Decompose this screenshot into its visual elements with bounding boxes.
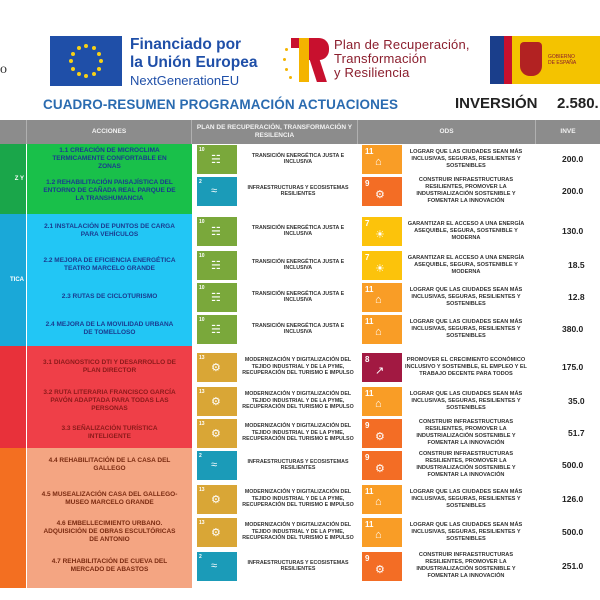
action-cell: 4.6 EMBELLECIMIENTO URBANO. ADQUISICIÓN DE OBRAS ESCULTÓRICAS DE ANTONIO xyxy=(43,520,176,543)
plan-cell: INFRAESTRUCTURAS Y ECOSISTEMAS RESILIENTES xyxy=(247,184,349,197)
decent-work-icon: 8 ↗ xyxy=(362,353,402,382)
action-cell: 4.4 REHABILITACIÓN DE LA CASA DEL GALLEGO xyxy=(48,457,171,472)
table-row xyxy=(0,312,600,346)
group-label-1: Z Y xyxy=(0,144,26,214)
ods-cell: LOGRAR QUE LAS CIUDADES SEAN MÁS INCLUSIVAS, SEGURAS, RESILIENTES Y SOSTENIBLES xyxy=(409,148,523,169)
amount-cell: 12.8 xyxy=(568,292,585,302)
sustainable-cities-icon: 11 ⌂ xyxy=(362,387,402,416)
plan-cell: INFRAESTRUCTURAS Y ECOSISTEMAS RESILIENTES xyxy=(247,559,349,572)
column-header-inversion: INVE xyxy=(560,128,576,135)
amount-cell: 500.0 xyxy=(562,460,584,470)
investment-total: 2.580. xyxy=(557,95,599,112)
column-header-plan: PLAN DE RECUPERACIÓN, TRANSFORMACIÓN Y RESILENCIA xyxy=(192,120,358,144)
table-row xyxy=(0,384,600,418)
sustainable-cities-icon: 11 ⌂ xyxy=(362,145,402,174)
coat-of-arms-icon xyxy=(520,42,542,76)
column-header-ods: ODS xyxy=(358,120,536,144)
clean-energy-icon: 7 ☀ xyxy=(362,217,402,246)
amount-cell: 200.0 xyxy=(562,186,584,196)
table-row xyxy=(0,516,600,548)
eu-logo-line1: Financiado por xyxy=(130,36,242,53)
plan-cell: TRANSICIÓN ENERGÉTICA JUSTA E INCLUSIVA xyxy=(251,258,345,271)
action-cell: 4.7 REHABILITACIÓN DE CUEVA DEL MERCADO DE ABASTOS xyxy=(51,558,168,573)
action-cell: 2.2 MEJORA DE EFICIENCIA ENERGÉTICA TEATRO MARCELO GRANDE xyxy=(43,257,176,272)
plan-cell: MODERNIZACIÓN Y DIGITALIZACIÓN DEL TEJIDO INDUSTRIAL Y DE LA PYME, RECUPERACIÓN DEL TURISMO E IMPULSO xyxy=(242,423,354,443)
action-cell: 3.1 DIAGNOSTICO DTI Y DESARROLLO DE PLAN DIRECTOR xyxy=(42,359,177,374)
amount-cell: 380.0 xyxy=(562,324,584,334)
amount-cell: 126.0 xyxy=(562,494,584,504)
action-cell: 4.5 MUSEALIZACIÓN CASA DEL GALLEGO- MUSEO MARCELO GRANDE xyxy=(41,491,178,506)
plan-cell: MODERNIZACIÓN Y DIGITALIZACIÓN DEL TEJIDO INDUSTRIAL Y DE LA PYME, RECUPERACIÓN DEL TURISMO E IMPULSO xyxy=(242,522,354,542)
ods-cell: PROMOVER EL CRECIMIENTO ECONÓMICO INCLUSIVO Y SOSTENIBLE, EL EMPLEO Y EL TRABAJO DECENTE PARA TODOS xyxy=(405,356,527,377)
amount-cell: 130.0 xyxy=(562,226,584,236)
digitalization-icon: 13 ⚙ xyxy=(197,485,237,514)
digitalization-icon: 13 ⚙ xyxy=(197,387,237,416)
industry-innovation-icon: 9 ⚙ xyxy=(362,552,402,581)
sustainable-cities-icon: 11 ⌂ xyxy=(362,315,402,344)
table-row xyxy=(0,418,600,448)
action-cell: 1.1 CREACIÓN DE MICROCLIMA TERMICAMENTE CONFORTABLE EN ZONAS xyxy=(52,147,167,170)
eu-funding-logo xyxy=(130,36,257,90)
prtr-logo-line3: y Resiliencia xyxy=(334,65,410,80)
amount-cell: 500.0 xyxy=(562,527,584,537)
energy-transition-icon: 10 ☵ xyxy=(197,283,237,312)
amount-cell: 35.0 xyxy=(568,396,585,406)
infrastructure-icon: 2 ≈ xyxy=(197,552,237,581)
plan-cell: TRANSICIÓN ENERGÉTICA JUSTA E INCLUSIVA xyxy=(251,224,345,237)
table-row xyxy=(0,248,600,282)
amount-cell: 175.0 xyxy=(562,362,584,372)
amount-cell: 18.5 xyxy=(568,260,585,270)
ods-cell: GARANTIZAR EL ACCESO A UNA ENERGÍA ASEQUIBLE, SEGURA, SOSTENIBLE Y MODERNA xyxy=(407,220,525,241)
eu-logo-line3: NextGenerationEU xyxy=(130,73,240,88)
eu-logo-line2: la Unión Europea xyxy=(130,54,258,71)
ods-cell: GARANTIZAR EL ACCESO A UNA ENERGÍA ASEQUIBLE, SEGURA, SOSTENIBLE Y MODERNA xyxy=(407,254,525,275)
action-cell: 2.4 MEJORA DE LA MOVILIDAD URBANA DE TOMELLOSO xyxy=(45,321,174,336)
sustainable-cities-icon: 11 ⌂ xyxy=(362,485,402,514)
plan-cell: TRANSICIÓN ENERGÉTICA JUSTA E INCLUSIVA xyxy=(251,322,345,335)
action-cell: 2.3 RUTAS DE CICLOTURISMO xyxy=(61,293,158,300)
infrastructure-icon: 2 ≈ xyxy=(197,451,237,480)
table-row xyxy=(0,214,600,248)
plan-cell: MODERNIZACIÓN Y DIGITALIZACIÓN DEL TEJIDO INDUSTRIAL Y DE LA PYME, RECUPERACIÓN DEL TURISMO E IMPULSO xyxy=(242,391,354,411)
sustainable-cities-icon: 11 ⌂ xyxy=(362,283,402,312)
prtr-logo-line1: Plan de Recuperación, xyxy=(334,37,470,52)
digitalization-icon: 13 ⚙ xyxy=(197,518,237,547)
clean-energy-icon: 7 ☀ xyxy=(362,251,402,280)
plan-cell: TRANSICIÓN ENERGÉTICA JUSTA E INCLUSIVA xyxy=(251,290,345,303)
industry-innovation-icon: 9 ⚙ xyxy=(362,451,402,480)
gov-logo-line1: GOBIERNO xyxy=(548,54,575,60)
ods-cell: LOGRAR QUE LAS CIUDADES SEAN MÁS INCLUSIVAS, SEGURAS, RESILIENTES Y SOSTENIBLES xyxy=(409,390,523,411)
prtr-logo-text xyxy=(334,38,470,80)
prtr-logo-line2: Transformación xyxy=(334,51,427,66)
action-cell: 1.2 REHABILITACIÓN PAISAJÍSTICA DEL ENTORNO DE CAÑADA REAL PARQUE DE LA TRANSHUMANCIA xyxy=(43,179,176,202)
ods-cell: LOGRAR QUE LAS CIUDADES SEAN MÁS INCLUSIVAS, SEGURAS, RESILIENTES Y SOSTENIBLES xyxy=(409,286,523,307)
sustainable-cities-icon: 11 ⌂ xyxy=(362,518,402,547)
ods-cell: CONSTRUIR INFRAESTRUCTURAS RESILIENTES, PROMOVER LA INDUSTRIALIZACIÓN SOSTENIBLE Y FOMENTAR LA INNOVACIÓN xyxy=(416,451,516,478)
amount-cell: 51.7 xyxy=(568,428,585,438)
ods-cell: LOGRAR QUE LAS CIUDADES SEAN MÁS INCLUSIVAS, SEGURAS, RESILIENTES Y SOSTENIBLES xyxy=(409,318,523,339)
plan-cell: MODERNIZACIÓN Y DIGITALIZACIÓN DEL TEJIDO INDUSTRIAL Y DE LA PYME, RECUPERACIÓN DEL TURISMO E IMPULSO xyxy=(242,489,354,509)
industry-innovation-icon: 9 ⚙ xyxy=(362,419,402,448)
infrastructure-icon: 2 ≈ xyxy=(197,177,237,206)
digitalization-icon: 13 ⚙ xyxy=(197,419,237,448)
digitalization-icon: 13 ⚙ xyxy=(197,353,237,382)
prtr-logo-icon xyxy=(285,36,333,84)
energy-transition-icon: 10 ☵ xyxy=(197,145,237,174)
table-row xyxy=(0,174,600,208)
plan-cell: INFRAESTRUCTURAS Y ECOSISTEMAS RESILIENTES xyxy=(247,458,349,471)
energy-transition-icon: 10 ☵ xyxy=(197,315,237,344)
table-row xyxy=(0,350,600,384)
table-row xyxy=(0,282,600,312)
gov-logo-line2: DE ESPAÑA xyxy=(548,60,577,66)
action-cell: 2.1 INSTALACIÓN DE PUNTOS DE CARGA PARA VEHÍCULOS xyxy=(44,223,175,238)
action-cell: 3.3 SEÑALIZACIÓN TURÍSTICA INTELIGENTE xyxy=(61,425,158,440)
energy-transition-icon: 10 ☵ xyxy=(197,217,237,246)
table-row xyxy=(0,448,600,482)
cropped-logo-text: o xyxy=(0,62,7,77)
column-header-acciones: ACCIONES xyxy=(27,120,192,144)
eu-flag-icon xyxy=(50,36,122,86)
amount-cell: 200.0 xyxy=(562,154,584,164)
ods-cell: LOGRAR QUE LAS CIUDADES SEAN MÁS INCLUSIVAS, SEGURAS, RESILIENTES Y SOSTENIBLES xyxy=(409,521,523,542)
amount-cell: 251.0 xyxy=(562,561,584,571)
group-label-2: TICA xyxy=(0,214,26,346)
table-row xyxy=(0,548,600,584)
plan-cell: TRANSICIÓN ENERGÉTICA JUSTA E INCLUSIVA xyxy=(251,152,345,165)
gobierno-espana-logo xyxy=(490,36,600,84)
column-header-group xyxy=(0,120,27,144)
investment-label: INVERSIÓN xyxy=(455,95,538,112)
page-title: CUADRO-RESUMEN PROGRAMACIÓN ACTUACIONES xyxy=(43,97,399,112)
plan-cell: MODERNIZACIÓN Y DIGITALIZACIÓN DEL TEJIDO INDUSTRIAL Y DE LA PYME, RECUPERACIÓN DEL TURISMO E IMPULSO xyxy=(242,357,354,377)
table-header xyxy=(0,120,600,144)
ods-cell: LOGRAR QUE LAS CIUDADES SEAN MÁS INCLUSIVAS, SEGURAS, RESILIENTES Y SOSTENIBLES xyxy=(409,488,523,509)
ods-cell: CONSTRUIR INFRAESTRUCTURAS RESILIENTES, PROMOVER LA INDUSTRIALIZACIÓN SOSTENIBLE Y FOMENTAR LA INNOVACIÓN xyxy=(416,177,516,204)
ods-cell: CONSTRUIR INFRAESTRUCTURAS RESILIENTES, PROMOVER LA INDUSTRIALIZACIÓN SOSTENIBLE Y FOMENTAR LA INNOVACIÓN xyxy=(416,419,516,446)
ods-cell: CONSTRUIR INFRAESTRUCTURAS RESILIENTES, PROMOVER LA INDUSTRIALIZACIÓN SOSTENIBLE Y FOMENTAR LA INNOVACIÓN xyxy=(416,552,516,579)
table-row xyxy=(0,144,600,174)
table-row xyxy=(0,482,600,516)
industry-innovation-icon: 9 ⚙ xyxy=(362,177,402,206)
action-cell: 3.2 RUTA LITERARIA FRANCISCO GARCÍA PAVÓN ADAPTADA PARA TODAS LAS PERSONAS xyxy=(43,389,176,412)
energy-transition-icon: 10 ☵ xyxy=(197,251,237,280)
